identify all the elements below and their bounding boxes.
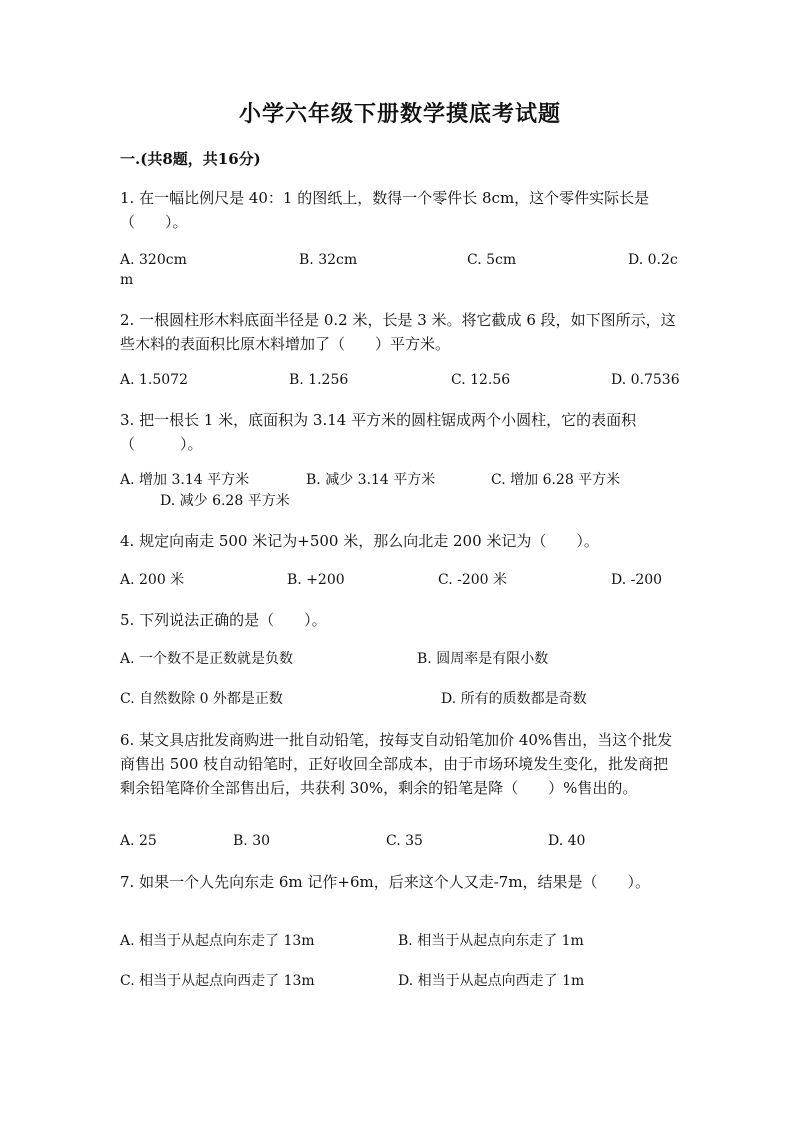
- option-d: D. -200: [611, 572, 663, 588]
- option-a: A. 相当于从起点向东走了 13m: [120, 933, 315, 949]
- question-6-text: 6. 某文具店批发商购进一批自动铅笔，按每支自动铅笔加价 40%售出，当这个批发商售出 500 枝自动铅笔时，正好收回全部成本，由于市场环境发生变化，批发商把剩余铅笔降价全部售出后，共获利 30%，剩余的铅笔是降（ ）%售出的。: [120, 731, 673, 797]
- option-b: B. +200: [287, 572, 345, 588]
- option-b: B. 1.256: [289, 372, 349, 388]
- option-d-wrap: m: [120, 272, 134, 288]
- question-1-text: 1. 在一幅比例尺是 40：1 的图纸上，数得一个零件长 8cm，这个零件实际长是（ ）。: [120, 189, 650, 231]
- section-heading: 一.(共8题，共16分): [120, 150, 261, 168]
- page-title: 小学六年级下册数学摸底考试题: [238, 102, 561, 127]
- question-1-options: [0, 249, 800, 295]
- option-d: D. 减少 6.28 平方米: [160, 493, 290, 509]
- option-c: C. 35: [386, 833, 423, 849]
- option-b: B. 32cm: [299, 252, 358, 268]
- option-a: A. 320cm: [120, 252, 187, 268]
- question-4-text: 4. 规定向南走 500 米记为+500 米，那么向北走 200 米记为（ ）。: [120, 532, 599, 550]
- question-7-options: [0, 930, 800, 989]
- option-a: A. 25: [120, 833, 157, 849]
- question-3-options: [0, 469, 800, 515]
- question-5-text: 5. 下列说法正确的是（ ）。: [120, 611, 327, 629]
- option-a: A. 1.5072: [120, 372, 188, 388]
- option-c: C. 5cm: [467, 252, 517, 268]
- option-b: B. 30: [233, 833, 271, 849]
- option-c: C. 12.56: [451, 372, 511, 388]
- option-b: B. 相当于从起点向东走了 1m: [398, 933, 584, 949]
- option-a: A. 一个数不是正数就是负数: [120, 651, 294, 667]
- option-a: A. 增加 3.14 平方米: [120, 472, 250, 488]
- option-d: D. 所有的质数都是奇数: [441, 691, 587, 707]
- option-b: B. 减少 3.14 平方米: [306, 472, 436, 488]
- question-5-options: [0, 648, 800, 707]
- option-c: C. 自然数除 0 外都是正数: [120, 691, 283, 707]
- question-2-text: 2. 一根圆柱形木料底面半径是 0.2 米，长是 3 米。将它截成 6 段，如下图所示，这些木料的表面积比原木料增加了（ ）平方米。: [120, 311, 676, 353]
- option-b: B. 圆周率是有限小数: [417, 651, 549, 667]
- option-d: D. 0.2c: [628, 252, 678, 268]
- option-d: D. 相当于从起点向西走了 1m: [398, 973, 585, 989]
- option-c: C. 相当于从起点向西走了 13m: [120, 973, 315, 989]
- option-c: C. -200 米: [438, 572, 508, 588]
- option-c: C. 增加 6.28 平方米: [491, 472, 621, 488]
- option-d: D. 40: [548, 833, 586, 849]
- option-d: D. 0.7536: [611, 372, 680, 388]
- question-7-text: 7. 如果一个人先向东走 6m 记作+6m，后来这个人又走-7m，结果是（ ）。: [120, 873, 651, 891]
- option-a: A. 200 米: [120, 572, 185, 588]
- question-3-text: 3. 把一根长 1 米，底面积为 3.14 平方米的圆柱锯成两个小圆柱，它的表面积（ ）。: [120, 411, 637, 453]
